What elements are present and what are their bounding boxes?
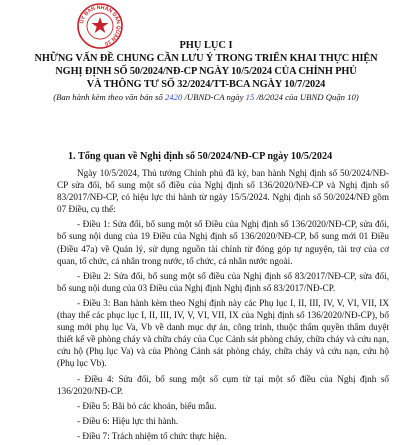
intro-paragraph: Ngày 10/5/2024, Thủ tướng Chính phủ đã ký, ban hành Nghị định số 50/2024/NĐ-CP sửa đổi, bổ sung một số điều của Nghị định số 136/2020/NĐ-CP và Nghị định số 83/2017/NĐ-CP, có hiệu lực thi hành từ ngày 15/5/2024. Nghị định số 50/2024/NĐ gồm 07 Điều, cụ thể: xyxy=(57,168,389,215)
article-1-paragraph: - Điều 1: Sửa đổi, bổ sung một số Điều của Nghị định số 136/2020/NĐ-CP, sửa đổi, bổ sung nội dung của 19 Điều của Nghị định số 136/2020/NĐ-CP, bổ sung mới 01 Điều (Điều 47a) về Quản lý, sử dụng nguồn tài chính từ đóng góp tự nguyện, tài trợ của cơ quan, tổ chức, cá nhân trong nước, tổ chức, cá nhân nước ngoài. xyxy=(57,219,389,266)
handwritten-doc-number: 2420 xyxy=(164,92,183,102)
article-2-paragraph: - Điều 2: Sửa đổi, bổ sung một số điều của Nghị định số 83/2017/NĐ-CP, sửa đổi, bổ sung nội dung của 03 Điều của Nghị định Nghị định số 83/2017/NĐ-CP. xyxy=(57,270,389,293)
article-3-paragraph: - Điều 3: Ban hành kèm theo Nghị định này các Phụ lục I, II, III, IV, V, VI, VII, IX (thay thế các phục lục I, II, III, IV, V, VI, VII, IX của Nghị định số 136/2020/NĐ-CP), bổ sung mới phụ lục Va, Vb về danh mục dự án, công trình, thuộc thẩm quyền thẩm duyệt thiết kế về phòng cháy và chữa cháy của Cục Cảnh sát phòng cháy, chữa cháy và cứu nạn, cứu hộ (Phụ lục Va) và của Phòng Cảnh sát phòng cháy, chữa cháy và cứu nạn, cứu hộ (Phụ lục Vb). xyxy=(57,297,389,369)
main-title-line-3: VÀ THÔNG TƯ SỐ 32/2024/TT-BCA NGÀY 10/7/2024 xyxy=(86,79,326,90)
article-6-paragraph: - Điều 6: Hiệu lực thi hành. xyxy=(77,415,179,426)
main-title-line-1: NHỮNG VẤN ĐỀ CHUNG CẦN LƯU Ý TRONG TRIỂN KHAI THỰC HIỆN xyxy=(34,53,378,64)
issuance-note-end: /8/2024 của UBND Quận 10) xyxy=(254,92,359,102)
handwritten-day: 15 xyxy=(245,92,255,102)
issuance-note xyxy=(28,92,384,103)
main-title-line-2: NGHỊ ĐỊNH SỐ 50/2024/NĐ-CP NGÀY 10/5/2024 CỦA CHÍNH PHỦ xyxy=(55,66,357,77)
seal-text: ỦY BAN NHÂN DÂN QUẬN 10 xyxy=(79,4,122,47)
section-heading: 1. Tổng quan về Nghị định số 50/2024/NĐ-CP ngày 10/5/2024 xyxy=(68,151,333,162)
article-7-paragraph: - Điều 7: Trách nhiệm tổ chức thực hiện. xyxy=(77,430,227,441)
issuance-note-start: (Ban hành kèm theo văn bản số xyxy=(53,92,165,102)
issuance-note-middle: /UBND-CA ngày xyxy=(182,92,246,102)
article-5-paragraph: - Điều 5: Bãi bỏ các khoản, biểu mẫu. xyxy=(77,400,217,411)
section-body xyxy=(57,167,389,445)
document-header xyxy=(28,40,384,103)
article-4-paragraph: - Điều 4: Sửa đổi, bổ sung một số cụm từ tại một số điều của Nghị định số 136/2020/NĐ-CP. xyxy=(57,373,389,396)
appendix-title: PHỤ LỤC I xyxy=(179,40,233,51)
